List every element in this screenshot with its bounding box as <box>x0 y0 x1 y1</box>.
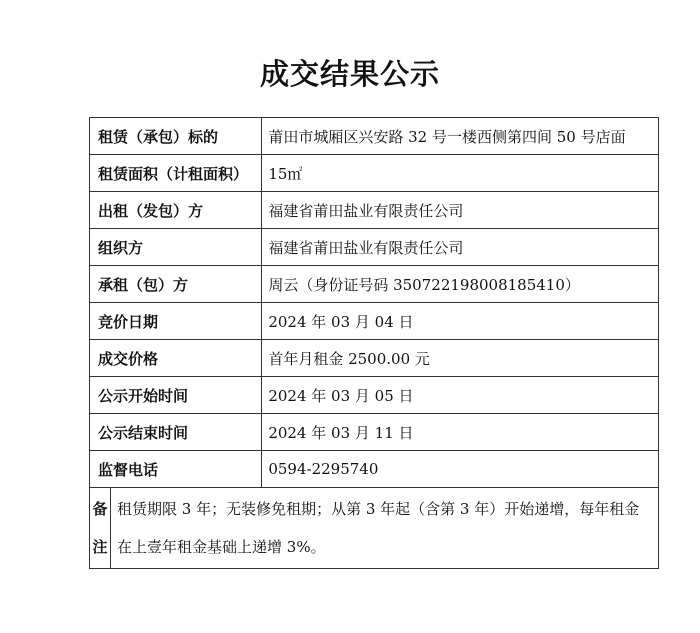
note-row <box>90 488 659 569</box>
row-value: 首年月租金 2500.00 元 <box>262 340 659 377</box>
row-value: 莆田市城厢区兴安路 32 号一楼西侧第四间 50 号店面 <box>262 118 659 155</box>
row-value: 15㎡ <box>262 155 659 192</box>
table-row <box>90 266 659 303</box>
row-value: 2024 年 03 月 11 日 <box>262 414 659 451</box>
table-row <box>90 229 659 266</box>
note-label <box>90 488 111 569</box>
row-value: 周云（身份证号码 350722198008185410） <box>262 266 659 303</box>
row-label: 租赁（承包）标的 <box>90 118 262 155</box>
table-row <box>90 414 659 451</box>
table-row <box>90 118 659 155</box>
table-row <box>90 340 659 377</box>
note-label-char: 注 <box>92 538 108 556</box>
row-label: 监督电话 <box>90 451 262 488</box>
note-text: 租赁期限 3 年；无装修免租期；从第 3 年起（含第 3 年）开始递增，每年租金在上壹年租金基础上递增 3%。 <box>111 488 659 569</box>
row-label: 公示结束时间 <box>90 414 262 451</box>
table-row <box>90 303 659 340</box>
table-row <box>90 451 659 488</box>
row-value: 福建省莆田盐业有限责任公司 <box>262 229 659 266</box>
page-title: 成交结果公示 <box>259 57 440 91</box>
result-table <box>89 117 659 569</box>
row-label: 出租（发包）方 <box>90 192 262 229</box>
note-label-char: 备 <box>92 500 108 518</box>
row-value: 2024 年 03 月 04 日 <box>262 303 659 340</box>
row-label: 组织方 <box>90 229 262 266</box>
row-value: 2024 年 03 月 05 日 <box>262 377 659 414</box>
row-label: 公示开始时间 <box>90 377 262 414</box>
row-value: 0594-2295740 <box>262 451 659 488</box>
table-row <box>90 155 659 192</box>
row-label: 租赁面积（计租面积） <box>90 155 262 192</box>
table-row <box>90 377 659 414</box>
row-value: 福建省莆田盐业有限责任公司 <box>262 192 659 229</box>
row-label: 承租（包）方 <box>90 266 262 303</box>
row-label: 竞价日期 <box>90 303 262 340</box>
row-label: 成交价格 <box>90 340 262 377</box>
table-row <box>90 192 659 229</box>
